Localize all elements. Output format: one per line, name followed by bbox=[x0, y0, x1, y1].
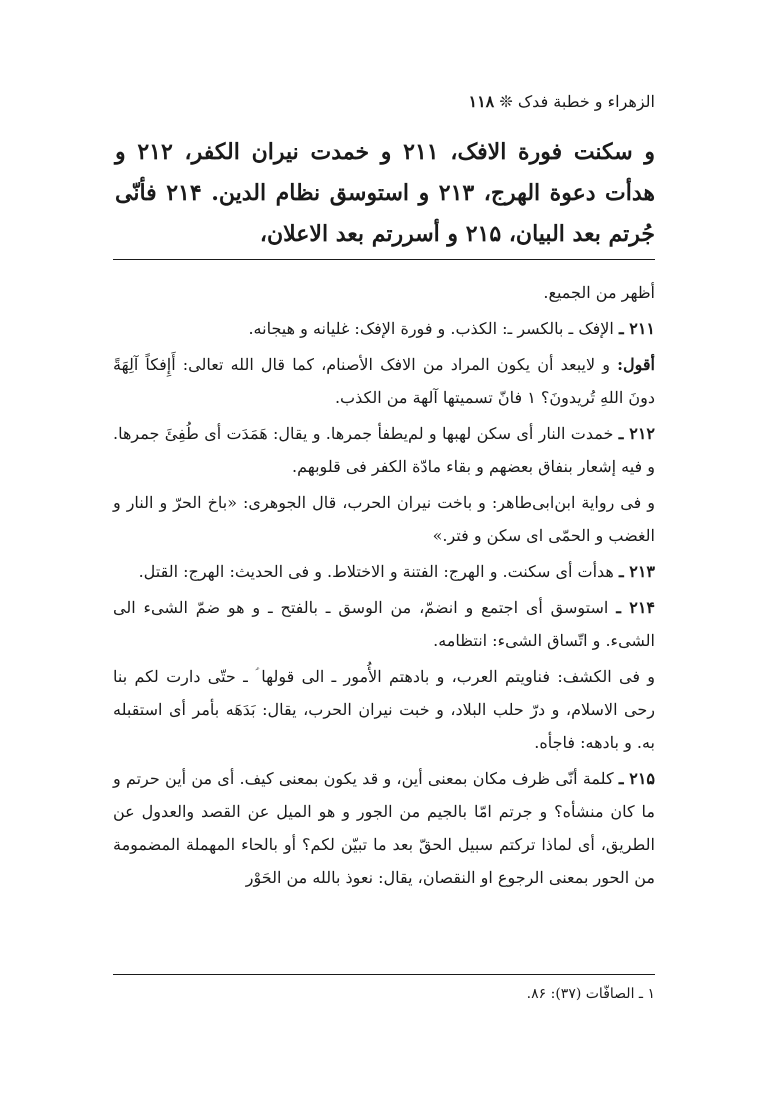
running-header bbox=[468, 92, 655, 111]
note-214: ۲۱۴ ـ استوسق أی اجتمع و انضمّ، من الوسق ـ بالفتح ـ و هو ضمّ الشیء الی الشیء. و اتّساق الشیء: انتظامه. bbox=[113, 598, 655, 650]
note-number: ۲۱۵ ـ bbox=[618, 769, 655, 788]
note-213: ۲۱۳ ـ هدأت أی سکنت. و الهرج: الفتنة و الاختلاط. و فی الحدیث: الهرج: القتل. bbox=[138, 562, 655, 581]
note-212: ۲۱۲ ـ خمدت النار أی سکن لهبها و لم‌یطفأ جمرها. و یقال: هَمَدَت أی طُفِئَ جمرها. و فیه إشعار بنفاق بعضهم و بقاء مادّة الکفر فی قلوبهم. bbox=[113, 424, 656, 476]
commentary bbox=[113, 276, 655, 894]
footnote-divider bbox=[113, 974, 655, 975]
note-number: ۲۱۳ ـ bbox=[618, 562, 655, 581]
note-211: ۲۱۱ ـ الإفک ـ بالکسر ـ: الکذب. و فورة الإفک: غلیانه و هیجانه. bbox=[248, 319, 655, 338]
header-separator-icon: ❊ bbox=[499, 92, 513, 111]
note-215: ۲۱۵ ـ کلمة أنّی ظرف مکان بمعنی أین، و قد یکون بمعنی کیف. أی من أین حرتم و ما کان منشأه؟ و جرتم امّا بالجیم من الجور و هو المیل عن القصد والعدول عن الطریق، أی لماذا ترکتم سبیل الحقّ بعد ما تبیّن لکم؟ أو بالحاء المهملة المضمومة من الحور بمعنی الرجوع او النقصان، یقال: نعوذ بالله من الحَوْر bbox=[113, 769, 656, 887]
page-number: ۱۱۸ bbox=[468, 92, 495, 111]
note-paragraph: و فی الکشف: فناویتم العرب، و بادهتم الأُمور ـ الی قولها ؑ ـ حتّی دارت لکم بنا رحی الاسلام، و درّ حلب البلاد، و خبت نیران الحرب، یقال: بَدَهَه بأمر أی استقبله به. و بادهه: فاجأه. bbox=[113, 667, 655, 752]
note-number: ۲۱۴ ـ bbox=[616, 598, 655, 617]
main-text: و سکنت فورة الافک، ۲۱۱ و خمدت نیران الکفر، ۲۱۲ و هدأت دعوة الهرج، ۲۱۳ و استوسق نظام الدین. ۲۱۴ فأنّی جُرتم بعد البیان، ۲۱۵ و أسررتم بعد الاعلان، bbox=[115, 139, 656, 247]
note-number: ۲۱۲ ـ bbox=[618, 424, 656, 443]
header-title: الزهراء و خطبة فدک bbox=[517, 92, 655, 111]
note-paragraph: أظهر من الجمیع. bbox=[543, 283, 655, 302]
top-divider bbox=[113, 259, 655, 260]
note-paragraph: و فی روایة ابن‌ابی‌طاهر: و باخت نیران الحرب، قال الجوهری: «باخ الحرّ و النار و الغضب و الحمّی ای سکن و فتر.» bbox=[113, 493, 655, 545]
footnote: ۱ ـ الصافّات (۳۷): ۸۶. bbox=[526, 986, 655, 1002]
note-paragraph: أقول: و لایبعد أن یکون المراد من الافک الأصنام، کما قال الله تعالی: أَإِفکاً آلِهَةً دونَ اللهِ تُریدونَ؟ ۱ فانّ تسمیتها آلهة من الکذب. bbox=[113, 355, 655, 407]
note-number: ۲۱۱ ـ bbox=[618, 319, 655, 338]
note-label: أقول: bbox=[617, 355, 655, 374]
